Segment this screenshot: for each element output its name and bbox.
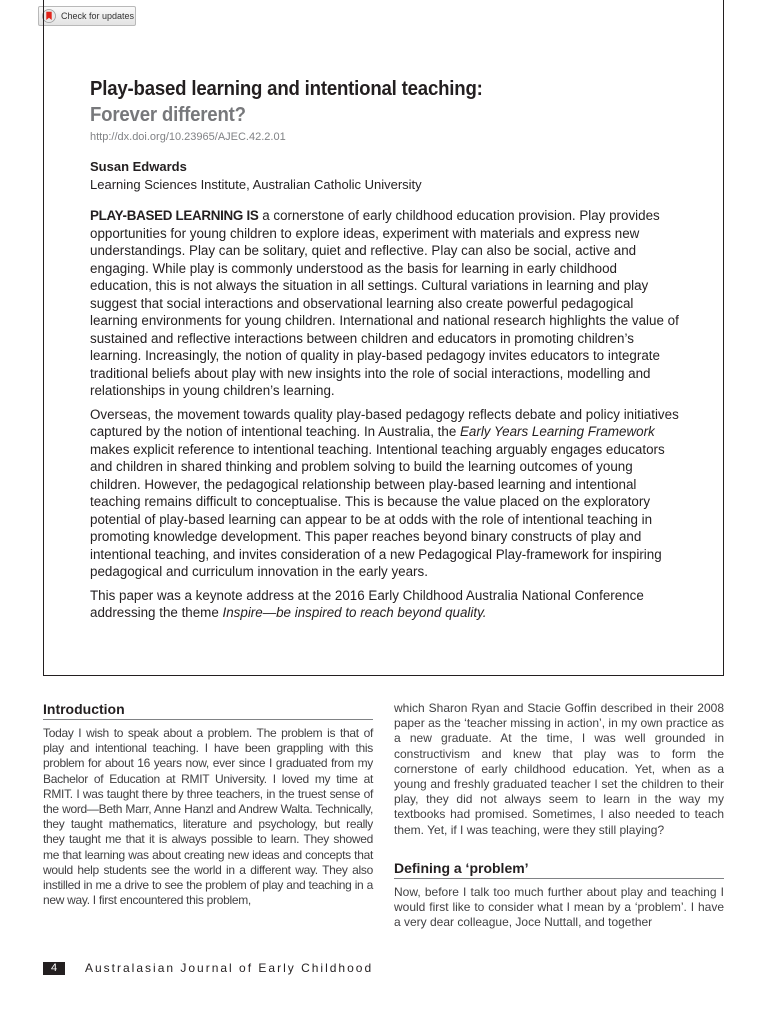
abstract-paragraph-2 [90,406,680,581]
article-title: Play-based learning and intentional teaching: [90,78,483,100]
conference-theme: Inspire—be inspired to reach beyond quality. [222,605,487,620]
section-heading-defining-problem: Defining a ‘problem’ [394,860,724,879]
author-name: Susan Edwards [90,159,187,174]
abstract-lead: PLAY-BASED LEARNING IS [90,208,259,223]
continued-text: which Sharon Ryan and Stacie Goffin described in their 2008 paper as the ‘teacher missing in action’, in my own practice as a new graduate. At the time, I was well grounded in constructivism and knew that play was to form the cornerstone of early childhood education. Yet, when as a young and freshly graduated teacher I set the children to their play, they did not always seem to learn in the way my textbooks had promised. Sometimes, I also needed to teach them. Yet, if I was teaching, were they still playing? [394,701,724,837]
abstract [90,207,680,628]
abstract-p3-text: This paper was a keynote address at the 2016 Early Childhood Australia National Conference addressing the theme [90,587,644,620]
defining-problem-text: Now, before I talk too much further about play and teaching I would first like to consider what I mean by a ‘problem’. I have a very dear colleague, Joce Nuttall, and together [394,885,724,930]
framework-title: Early Years Learning Framework [459,424,655,439]
page-footer [43,961,373,975]
journal-name: Australasian Journal of Early Childhood [85,961,374,975]
article-subtitle: Forever different? [90,104,246,126]
section-heading-introduction: Introduction [43,701,373,720]
author-affiliation: Learning Sciences Institute, Australian Catholic University [90,177,422,192]
introduction-text: Today I wish to speak about a problem. The problem is that of play and intentional teaching. I have been grappling with this problem for about 16 years now, ever since I graduated from my Bachelor of Education at RMIT University. I loved my time at RMIT. I was taught there by three teachers, in the truest sense of the word—Beth Marr, Anne Hanzl and Andrew Walta. Technically, they taught mathematics, literature and psychology, but really they taught me that it is always possible to learn. They showed me that learning was about creating new ideas and concepts that would help students see the world in a different way. They also instilled in me a drive to see the problem of play and teaching in a new way. I first encountered this problem, [43,726,373,908]
abstract-paragraph-1 [90,207,680,400]
abstract-p2-text-b: makes explicit reference to intentional teaching. Intentional teaching arguably engages educators and children in shared thinking and problem solving to build the learning outcomes of young children. However, the pedagogical relationship between play-based learning and intentional teaching remains difficult to conceptualise. This is because the value placed on the exploratory potential of play-based learning can appear to be at odds with the role of intentional teaching in promoting knowledge development. This paper reaches beyond binary constructs of play and intentional teaching, and invites consideration of a new Pedagogical Play-framework for inspiring pedagogical and curriculum innovation in the early years. [90,441,665,579]
badge-label: Check for updates [61,11,135,21]
page-number: 4 [43,962,65,975]
abstract-paragraph-3 [90,587,680,622]
doi-link[interactable]: http://dx.doi.org/10.23965/AJEC.42.2.01 [90,131,286,143]
abstract-p2-text-a: Overseas, the movement towards quality play-based pedagogy reflects debate and policy initiatives captured by the notion of intentional teaching. In Australia, the [90,406,679,439]
abstract-p1-text: a cornerstone of early childhood education provision. Play provides opportunities for young children to explore ideas, experiment with materials and express new understandings. Play can be solitary, quiet and reflective. Play can also be social, active and engaging. While play is commonly understood as the basis for learning in early childhood education, this is not always the situation in all settings. Cultural variations in learning and play suggest that social interactions and observational learning also create powerful pedagogical learning environments for young children. International and national research highlights the value of sustained and reflective interactions between children and educators in promoting children’s learning. Increasingly, the notion of quality in play-based pedagogy invites educators to integrate traditional beliefs about play with new insights into the role of social interactions, modelling and relationships in young children’s learning. [90,208,679,398]
